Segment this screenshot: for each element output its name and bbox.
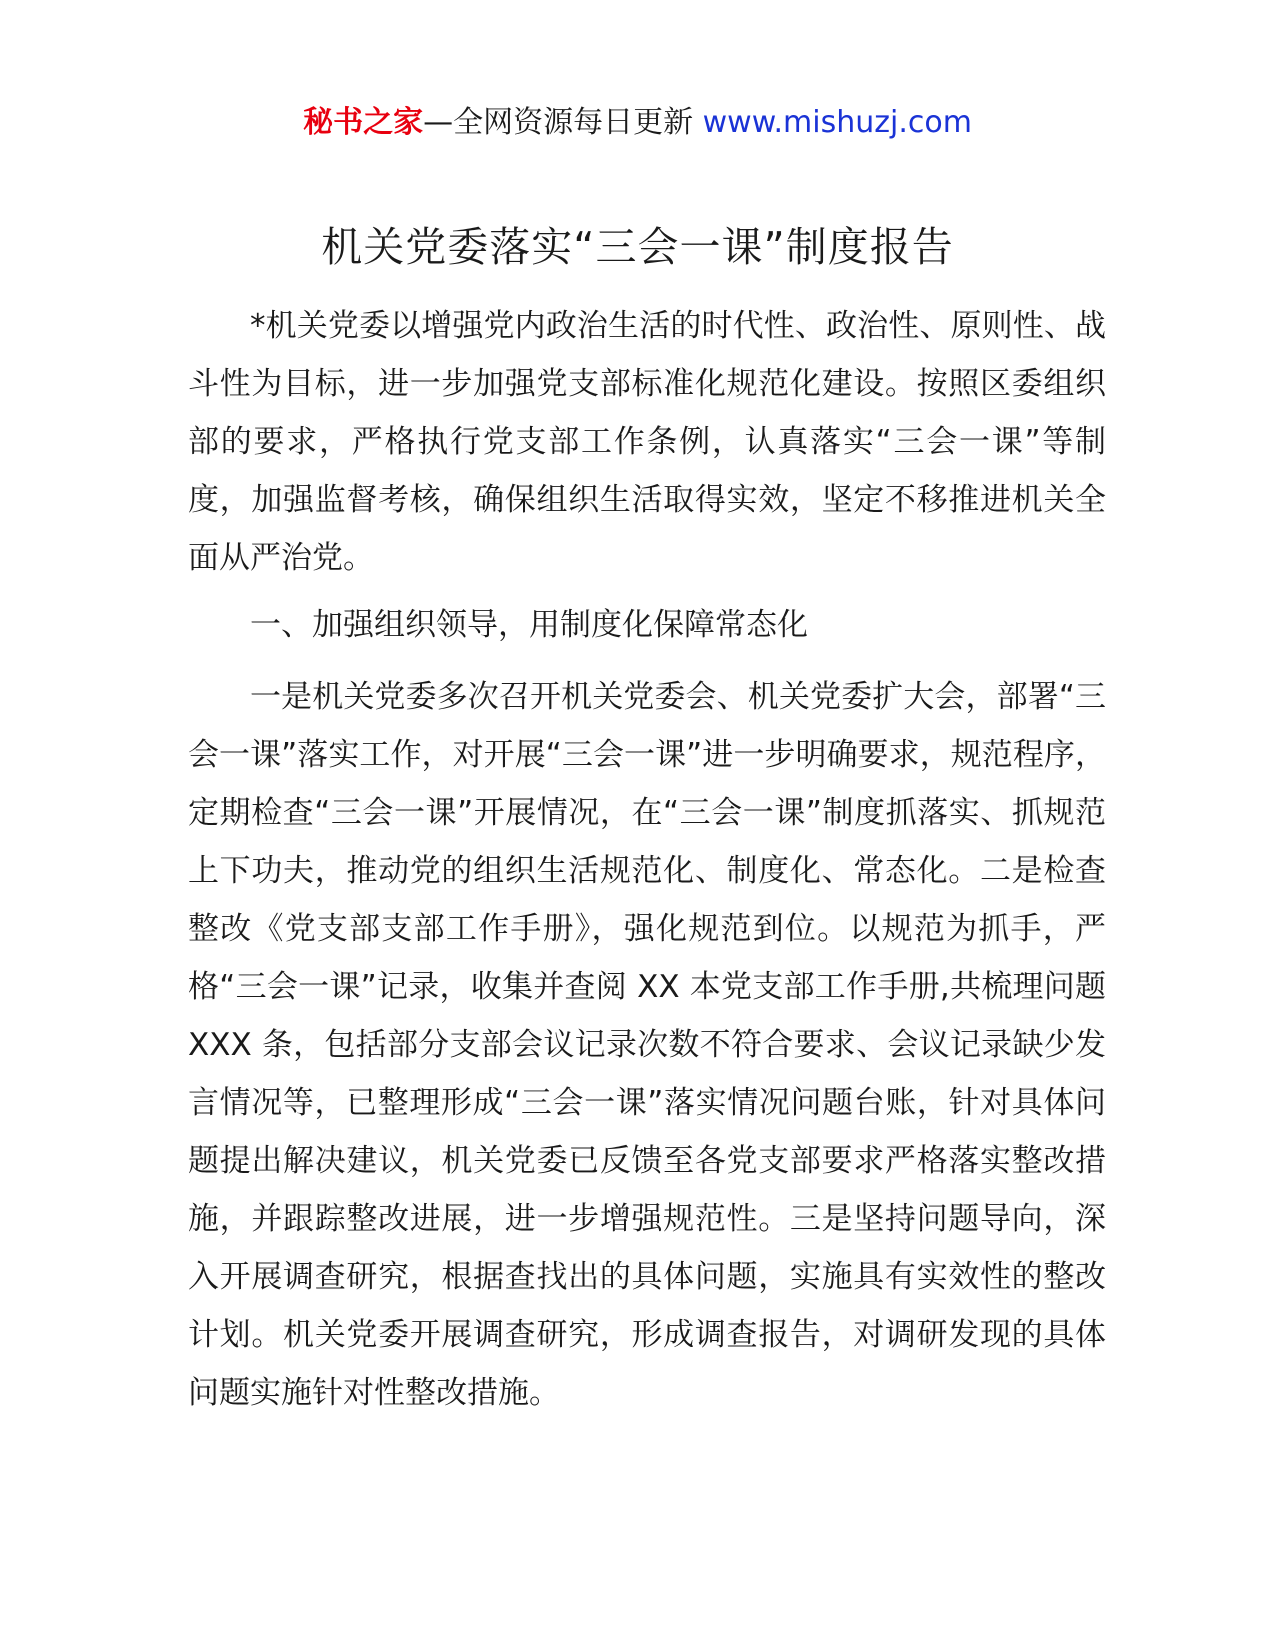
document-title: 机关党委落实“三会一课”制度报告 xyxy=(321,223,954,271)
intro-paragraph: *机关党委以增强党内政治生活的时代性、政治性、原则性、战斗性为目标，进一步加强党支部标准化规范化建设。按照区委组织部的要求，严格执行党支部工作条例，认真落实“三会一课”等制度，加强监督考核，确保组织生活取得实效，坚定不移推进机关全面从严治党。 xyxy=(188,308,1106,576)
brand-name: 秘书之家 xyxy=(303,105,424,140)
section-heading-block xyxy=(188,596,1106,654)
body-paragraph-block xyxy=(188,668,1106,1422)
site-header xyxy=(0,101,1275,145)
section-heading: 一、加强组织领导，用制度化保障常态化 xyxy=(250,607,808,643)
header-tagline: —全网资源每日更新 xyxy=(423,105,694,140)
body-paragraph: 一是机关党委多次召开机关党委会、机关党委扩大会，部署“三会一课”落实工作，对开展“三会一课”进一步明确要求，规范程序，定期检查“三会一课”开展情况，在“三会一课”制度抓落实、抓规范上下功夫，推动党的组织生活规范化、制度化、常态化。二是检查整改《党支部支部工作手册》，强化规范到位。以规范为抓手，严格“三会一课”记录，收集并查阅 XX 本党支部工作手册,共梳理问题 XXX 条，包括部分支部会议记录次数不符合要求、会议记录缺少发言情况等，已整理形成“三会一课”落实情况问题台账，针对具体问题提出解决建议，机关党委已反馈至各党支部要求严格落实整改措施，并跟踪整改进展，进一步增强规范性。三是坚持问题导向，深入开展调查研究，根据查找出的具体问题，实施具有实效性的整改计划。机关党委开展调查研究，形成调查报告，对调研发现的具体问题实施针对性整改措施。 xyxy=(188,679,1106,1411)
site-url-link[interactable]: www.mishuzj.com xyxy=(702,105,972,140)
intro-paragraph-block xyxy=(188,297,1106,587)
